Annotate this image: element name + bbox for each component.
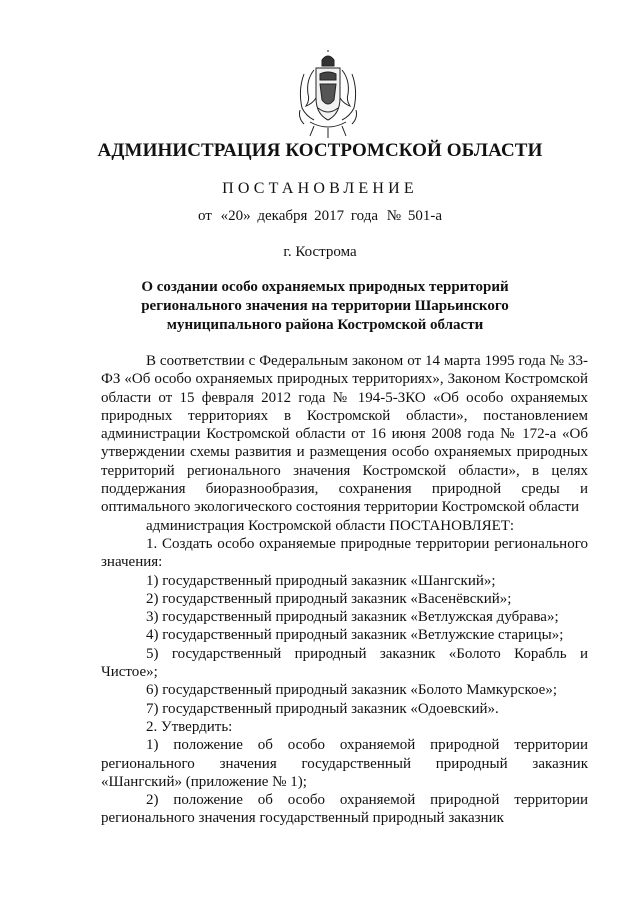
reserve-item: 4) государственный природный заказник «Ветлужские старицы»; (146, 627, 564, 644)
item-2: 2. Утвердить: (146, 718, 233, 735)
document-date-number (0, 208, 640, 225)
approve-item: 1) положение об особо охраняемой природной территории регионального значения государственный природный заказник «Шангский» (приложение № 1); (101, 737, 588, 790)
reserve-item: 3) государственный природный заказник «Ветлужская дубрава»; (146, 609, 559, 626)
document-title: О создании особо охраняемых природных территорий регионального значения на территории Шарьинского муниципального района Костромской области (141, 279, 509, 333)
reserve-item: 1) государственный природный заказник «Шангский»; (146, 572, 496, 589)
preamble-paragraph: В соответствии с Федеральным законом от 14 марта 1995 года № 33-ФЗ «Об особо охраняемых природных территориях», Законом Костромской области от 15 февраля 2012 года № 194-5-ЗКО «Об особо охраняемых природных территориях в Костромской области», постановлением администрации Костромской области от 16 июня 2008 года № 172-а «Об утверждении схемы развития и размещения особо охраняемых природных территорий регионального значения Костромской области», в целях поддержания биоразнообразия, сохранения природной среды и оптимального экологического состояния территории Костромской области (101, 353, 588, 516)
document-date: «20» декабря 2017 года (220, 208, 379, 224)
resolves-paragraph: администрация Костромской области ПОСТАНОВЛЯЕТ: (146, 517, 515, 534)
reserve-item: 7) государственный природный заказник «Одоевский». (146, 700, 499, 717)
organization-name: АДМИНИСТРАЦИЯ КОСТРОМСКОЙ ОБЛАСТИ (97, 140, 543, 161)
reserve-item: 6) государственный природный заказник «Болото Мамкурское»; (146, 682, 557, 699)
document-type: ПОСТАНОВЛЕНИЕ (222, 180, 418, 197)
approve-item: 2) положение об особо охраняемой природной территории регионального значения государственный природный заказник (101, 792, 588, 827)
document-body (101, 352, 588, 828)
coat-of-arms-emblem (296, 50, 360, 140)
document-number: № 501-а (386, 208, 442, 224)
date-prefix: от (197, 208, 212, 224)
reserve-item: 5) государственный природный заказник «Болото Корабль и Чистое»; (101, 645, 588, 681)
reserve-item: 2) государственный природный заказник «Васенёвский»; (146, 590, 512, 607)
item-1: 1. Создать особо охраняемые природные территории регионального значения: (101, 535, 588, 571)
document-city: г. Кострома (283, 244, 357, 260)
